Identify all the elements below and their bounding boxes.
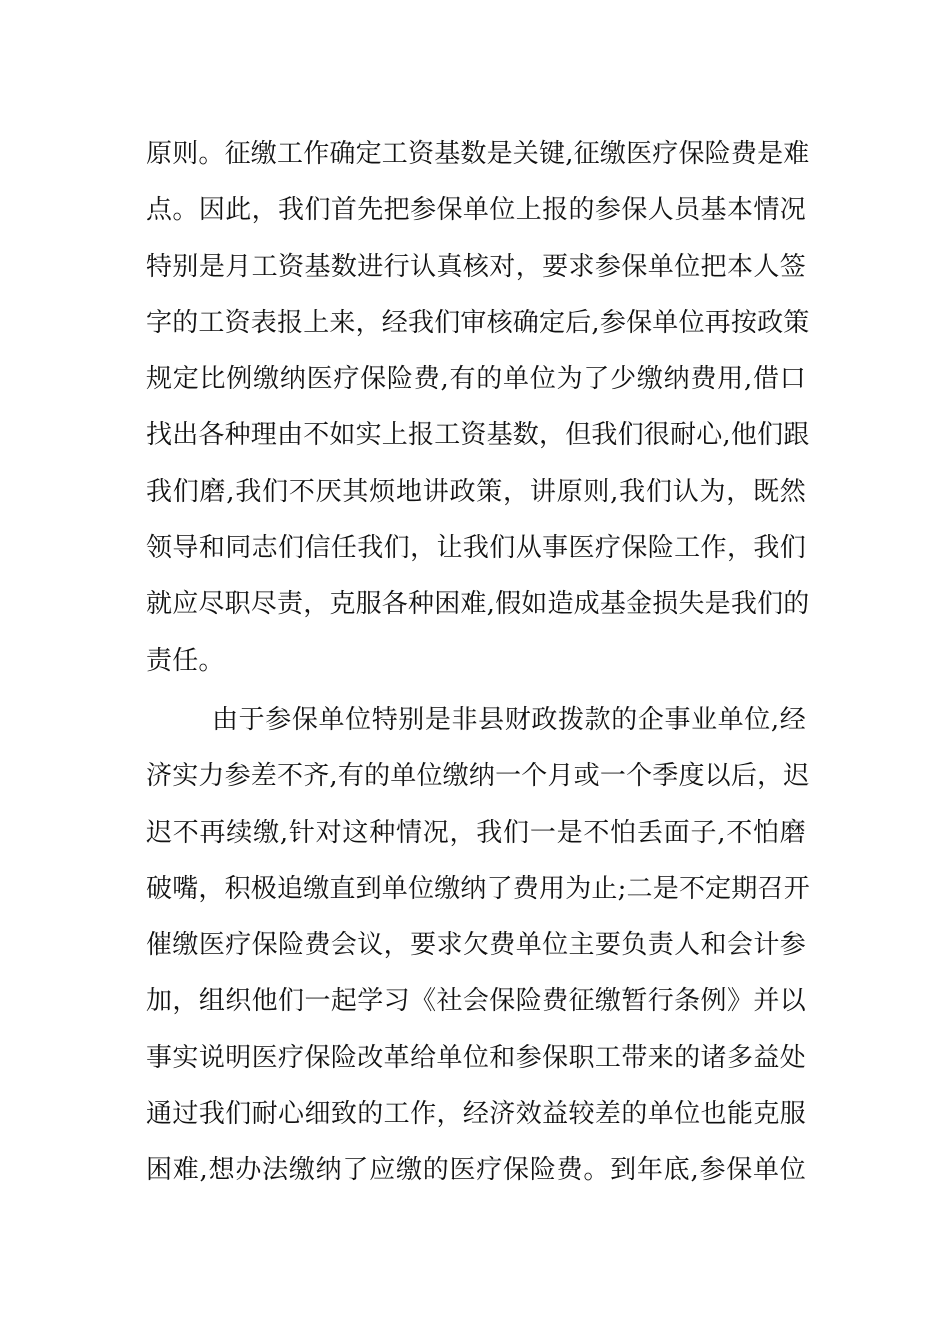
text-line: 特别是月工资基数进行认真核对，要求参保单位把本人签	[146, 251, 806, 282]
paragraph-1	[146, 126, 810, 689]
text-line: 字的工资表报上来，经我们审核确定后,参保单位再按政策	[146, 307, 810, 338]
text-line: 困难,想办法缴纳了应缴的医疗保险费。到年底,参保单位	[146, 1155, 806, 1186]
text-line: 催缴医疗保险费会议，要求欠费单位主要负责人和会计参	[146, 930, 806, 961]
text-line: 事实说明医疗保险改革给单位和参保职工带来的诸多益处	[146, 1042, 806, 1073]
text-line: 原则。征缴工作确定工资基数是关键,征缴医疗保险费是难	[146, 139, 810, 169]
text-line: 就应尽职尽责，克服各种困难,假如造成基金损失是我们的	[146, 589, 810, 620]
text-line: 加，组织他们一起学习《社会保险费征缴暂行条例》并以	[146, 986, 806, 1017]
text-line: 领导和同志们信任我们，让我们从事医疗保险工作，我们	[146, 533, 806, 564]
text-line: 规定比例缴纳医疗保险费,有的单位为了少缴纳费用,借口	[146, 364, 806, 395]
text-line: 济实力参差不齐,有的单位缴纳一个月或一个季度以后，迟	[146, 761, 810, 792]
text-line: 点。因此，我们首先把参保单位上报的参保人员基本情况	[146, 195, 806, 226]
text-line: 由于参保单位特别是非县财政拨款的企事业单位,经	[212, 704, 806, 735]
text-line: 找出各种理由不如实上报工资基数，但我们很耐心,他们跟	[146, 420, 810, 451]
body-text	[146, 126, 810, 1199]
text-line: 我们磨,我们不厌其烦地讲政策，讲原则,我们认为，既然	[146, 476, 806, 507]
text-line: 迟不再续缴,针对这种情况，我们一是不怕丢面子,不怕磨	[146, 817, 806, 848]
text-line: 通过我们耐心细致的工作，经济效益较差的单位也能克服	[146, 1099, 806, 1130]
paragraph-2	[146, 692, 810, 1199]
text-line: 责任。	[146, 645, 225, 676]
text-line: 破嘴，积极追缴直到单位缴纳了费用为止;二是不定期召开	[146, 873, 810, 904]
